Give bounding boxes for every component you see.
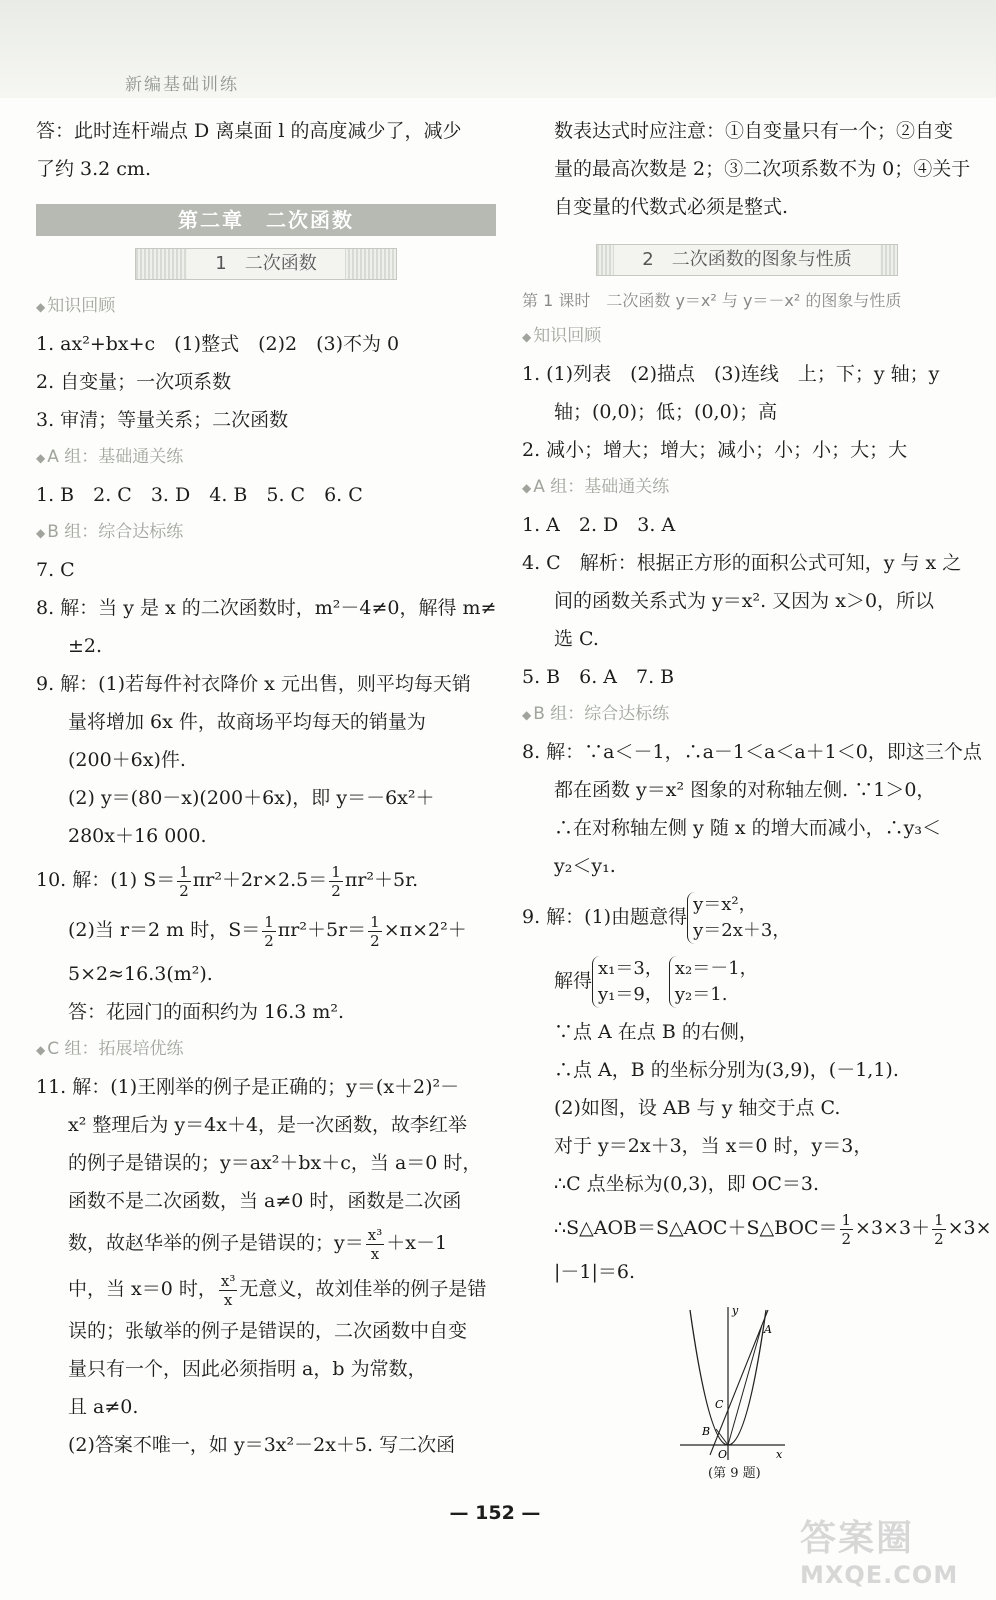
- answer-line: 1. A 2. D 3. A: [522, 514, 676, 536]
- section-heading: ◆ A 组：基础通关练: [36, 447, 184, 467]
- fraction: $\frac{1}{2}$: [331, 862, 341, 900]
- answer-line: (2)答案不唯一，如 y＝3x²－2x＋5. 写二次函: [68, 1434, 456, 1456]
- left-column: [36, 112, 496, 1464]
- label-x: x: [776, 1448, 783, 1460]
- answer-line: 数，故赵华举的例子是错误的；y＝ $\frac{\text{x³}}{x}$ ＋x－1: [68, 1225, 448, 1263]
- answer-line: 解得 x₁＝3， y₁＝9， x₂＝－1， y₂＝1.: [522, 949, 972, 1013]
- answer-line: 3. 审清；等量关系；二次函数: [36, 409, 289, 431]
- lesson-title: [135, 248, 397, 280]
- label-c: C: [715, 1398, 724, 1411]
- diamond-icon: ◆: [36, 451, 46, 465]
- parabola-figure: [680, 1305, 790, 1460]
- lesson-title: [596, 244, 898, 276]
- answer-line: 8. 解：当 y 是 x 的二次函数时，m²－4≠0，解得 m≠: [36, 597, 497, 619]
- fraction: $\frac{\text{x³}}{x}$: [220, 1271, 236, 1309]
- diamond-icon: ◆: [522, 708, 532, 722]
- figure-caption: (第 9 题): [708, 1466, 761, 1481]
- answer-line: 5×2≈16.3(m²).: [68, 963, 213, 985]
- answer-line: 量只有一个，因此必须指明 a，b 为常数，: [68, 1358, 427, 1380]
- segment-ob: [716, 1429, 728, 1445]
- answer-line: ∵点 A 在点 B 的右侧，: [554, 1021, 758, 1043]
- answer-line: 10. 解：(1) S＝ $\frac{1}{2}$ πr²＋2r×2.5＝ $\frac{1}{2}$ πr²＋5r.: [36, 862, 419, 900]
- answer-line: ∴C 点坐标为(0,3)，即 OC＝3.: [554, 1173, 819, 1195]
- solution-system: x₁＝3， y₁＝9，: [592, 956, 663, 1008]
- answer-line: 函数不是二次函数，当 a≠0 时，函数是二次函: [68, 1190, 462, 1212]
- section-heading: ◆ B 组：综合达标练: [36, 522, 184, 542]
- diamond-icon: ◆: [36, 526, 46, 540]
- section-heading: ◆ B 组：综合达标练: [522, 704, 670, 724]
- diamond-icon: ◆: [36, 1043, 46, 1057]
- answer-line: 4. C 解析：根据正方形的面积公式可知，y 与 x 之: [522, 552, 962, 574]
- answer-line: 量的最高次数是 2；③二次项系数不为 0；④关于: [554, 158, 971, 180]
- answer-line: 误的；张敏举的例子是错误的，二次函数中自变: [68, 1320, 468, 1342]
- section-heading: ◆ 知识回顾: [36, 296, 116, 316]
- book-title: 新编基础训练: [125, 75, 239, 95]
- fraction: $\frac{1}{2}$: [264, 912, 274, 950]
- label-o: O: [718, 1448, 728, 1460]
- page-header: [0, 0, 996, 98]
- answer-line: ±2.: [68, 635, 103, 657]
- answer-line: 1. ax²+bx+c (1)整式 (2)2 (3)不为 0: [36, 333, 400, 355]
- answer-line: 11. 解：(1)王刚举的例子是正确的；y＝(x＋2)²－: [36, 1076, 460, 1098]
- answer-line: 轴；(0,0)；低；(0,0)；高: [554, 401, 778, 423]
- lesson-subtitle: 第 1 课时 二次函数 y＝x² 与 y＝－x² 的图象与性质: [522, 291, 902, 310]
- answer-line: (2) y＝(80－x)(200＋6x)，即 y＝－6x²＋: [68, 787, 435, 809]
- watermark-line1: 答案圈: [800, 1518, 915, 1559]
- fraction: $\frac{1}{2}$: [370, 912, 380, 950]
- answer-line: 了约 3.2 cm.: [36, 158, 151, 180]
- answer-line: 8. 解：∵a＜－1，∴a－1＜a＜a＋1＜0，即这三个点: [522, 741, 982, 763]
- section-heading: ◆ C 组：拓展培优练: [36, 1039, 184, 1059]
- equation-system: y＝x²， y＝2x＋3，: [687, 892, 790, 944]
- lesson-label: 2 二次函数的图象与性质: [614, 245, 879, 275]
- answer-line: ∴在对称轴左侧 y 随 x 的增大而减小，∴y₃＜: [554, 817, 941, 839]
- answer-line: 1. (1)列表 (2)描点 (3)连线 上；下；y 轴；y: [522, 363, 940, 385]
- answer-line: x² 整理后为 y＝4x＋4，是一次函数，故李红举: [68, 1114, 468, 1136]
- fraction: $\frac{1}{2}$: [841, 1210, 852, 1248]
- fraction: $\frac{1}{2}$: [179, 862, 189, 900]
- label-a: A: [764, 1323, 772, 1336]
- watermark-line2: MXQE.COM: [800, 1561, 959, 1589]
- answer-line: ∴点 A，B 的坐标分别为(3,9)，(－1,1).: [554, 1059, 899, 1081]
- answer-line: 9. 解：(1)由题意得 y＝x²， y＝2x＋3，: [522, 885, 972, 949]
- answer-line: (2)当 r＝2 m 时，S＝ $\frac{1}{2}$ πr²＋5r＝ $\frac{1}{2}$ ×π×2²＋: [68, 912, 467, 950]
- answer-line: 数表达式时应注意：①自变量只有一个；②自变: [554, 120, 954, 142]
- segment-oa: [728, 1325, 762, 1445]
- answer-line: 5. B 6. A 7. B: [522, 666, 675, 688]
- answer-line: 答：花园门的面积约为 16.3 m².: [68, 1001, 345, 1023]
- page-number: — 152 —: [449, 1502, 541, 1524]
- right-column: [522, 112, 992, 1291]
- answer-line: 且 a≠0.: [68, 1396, 139, 1418]
- answer-line: 9. 解：(1)若每件衬衣降价 x 元出售，则平均每天销: [36, 673, 471, 695]
- fraction: $\frac{1}{2}$: [934, 1210, 944, 1248]
- answer-line: 7. C: [36, 559, 75, 581]
- answer-line: 2. 减小；增大；增大；减小；小；小；大；大: [522, 439, 908, 461]
- label-b: B: [702, 1425, 711, 1438]
- answer-line: (200＋6x)件.: [68, 749, 186, 771]
- label-y: y: [732, 1305, 739, 1317]
- answer-line: 自变量的代数式必须是整式.: [554, 196, 789, 218]
- section-heading: ◆ 知识回顾: [522, 326, 602, 346]
- diamond-icon: ◆: [522, 481, 532, 495]
- answer-line: ∴S△AOB＝S△AOC＋S△BOC＝ $\frac{1}{2}$ ×3×3＋ $\frac{1}{2}$ ×3×: [554, 1210, 992, 1248]
- section-heading: ◆ A 组：基础通关练: [522, 477, 670, 497]
- answer-line: 选 C.: [554, 628, 599, 650]
- answer-line: 中，当 x＝0 时， $\frac{\text{x³}}{x}$ 无意义，故刘佳举的例子是错: [68, 1271, 487, 1309]
- diamond-icon: ◆: [36, 300, 46, 314]
- answer-line: 都在函数 y＝x² 图象的对称轴左侧. ∵1＞0，: [554, 779, 936, 801]
- answer-line: |－1|＝6.: [554, 1261, 636, 1283]
- diamond-icon: ◆: [522, 330, 532, 344]
- solution-system: x₂＝－1， y₂＝1.: [669, 956, 758, 1008]
- watermark: [800, 1510, 990, 1590]
- answer-line: 间的函数关系式为 y＝x². 又因为 x＞0，所以: [554, 590, 935, 612]
- answer-line: 1. B 2. C 3. D 4. B 5. C 6. C: [36, 484, 363, 506]
- answer-line: (2)如图，设 AB 与 y 轴交于点 C.: [554, 1097, 841, 1119]
- answer-line: 量将增加 6x 件，故商场平均每天的销量为: [68, 711, 426, 733]
- answer-line: 对于 y＝2x＋3，当 x＝0 时，y＝3，: [554, 1135, 873, 1157]
- lesson-label: 1 二次函数: [187, 249, 344, 279]
- answer-line: 的例子是错误的；y＝ax²＋bx＋c，当 a＝0 时，: [68, 1152, 482, 1174]
- answer-line: 280x＋16 000.: [68, 825, 207, 847]
- answer-line: 2. 自变量；一次项系数: [36, 371, 232, 393]
- fraction: $\frac{\text{x³}}{x}$: [367, 1225, 383, 1263]
- chapter-title: 第二章 二次函数: [36, 204, 496, 236]
- answer-line: 答：此时连杆端点 D 离桌面 l 的高度减少了，减少: [36, 120, 462, 142]
- answer-line: y₂＜y₁.: [554, 855, 616, 877]
